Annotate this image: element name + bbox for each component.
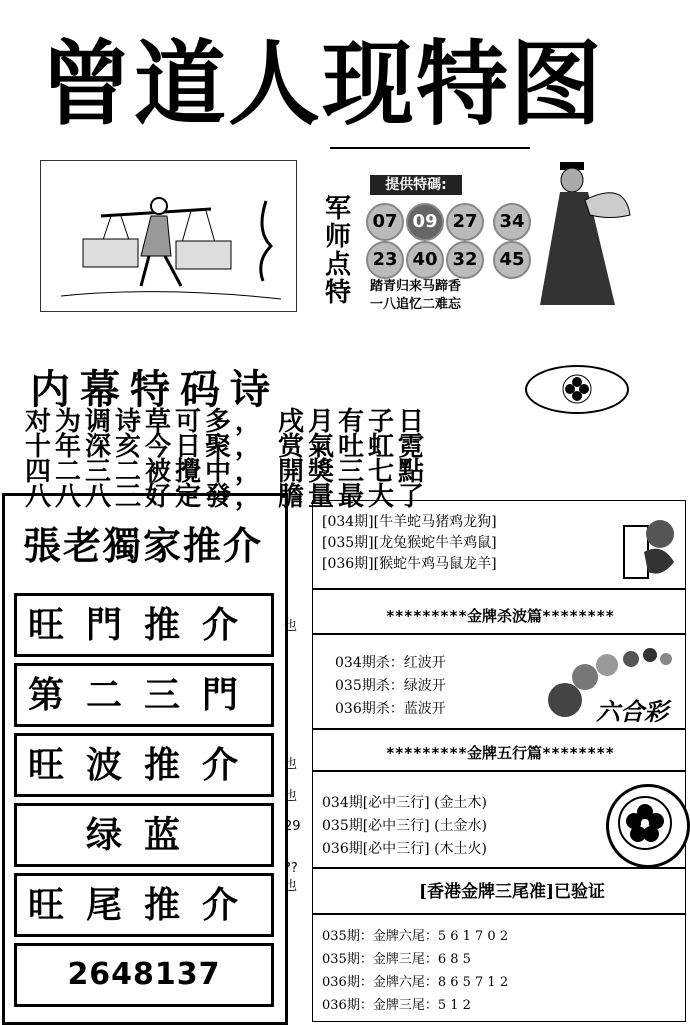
list-item: 034期[必中三行] (金土木) bbox=[322, 795, 488, 811]
list-item: 036期：金牌三尾：5 1 2 bbox=[322, 998, 471, 1013]
zodiac-picks bbox=[322, 512, 622, 575]
five-elements-list bbox=[322, 792, 487, 861]
carrier-illustration bbox=[40, 160, 297, 312]
number-ball: 07 bbox=[366, 203, 404, 241]
tail-number-list bbox=[322, 925, 508, 1017]
number-ball: 23 bbox=[366, 241, 404, 279]
mark-six-logo: 六合彩 bbox=[596, 697, 668, 726]
list-item: 035期杀：绿波开 bbox=[335, 678, 446, 694]
recommend-box: 绿蓝 bbox=[14, 803, 274, 867]
pick-row: [034期][牛羊蛇马猪鸡龙狗] bbox=[322, 514, 497, 530]
list-item: 036期[必中三行] (木土火) bbox=[322, 841, 488, 857]
pick-row: [035期][龙兔猴蛇牛羊鸡鼠] bbox=[322, 535, 497, 551]
strategist-figure-icon bbox=[530, 160, 640, 310]
number-ball: 09 bbox=[406, 203, 444, 241]
couplet: 踏青归来马蹄香 一八追忆二难忘 bbox=[370, 279, 462, 312]
list-item: 035期：金牌六尾：5 6 1 7 0 2 bbox=[322, 929, 509, 944]
number-ball: 34 bbox=[493, 203, 531, 241]
verified-banner: [香港金牌三尾准]已验证 bbox=[418, 882, 606, 902]
number-ball: 32 bbox=[446, 241, 484, 279]
divider bbox=[312, 728, 686, 730]
code-box: 2648137 bbox=[14, 943, 274, 1007]
kill-wave-list bbox=[335, 652, 446, 721]
recommend-box: 旺波推介 bbox=[14, 733, 274, 797]
section-title: 内幕特码诗 bbox=[30, 367, 280, 413]
divider bbox=[312, 588, 686, 590]
title-underline bbox=[330, 147, 530, 149]
side-marks: 也 也 也 29 ?? 也 bbox=[284, 619, 301, 894]
bauhinia-emblem-icon bbox=[525, 365, 629, 414]
five-elements-header: *********金牌五行篇******** bbox=[385, 744, 615, 762]
page-title: 曾道人现特图 bbox=[40, 31, 605, 138]
character-icon bbox=[622, 512, 678, 580]
kill-wave-header: *********金牌杀波篇******** bbox=[385, 607, 615, 625]
list-item: 036期杀：蓝波开 bbox=[335, 701, 446, 717]
poem-line: 十年深亥今日聚， 赏氣吐虹霓 bbox=[25, 432, 429, 462]
provide-label: 提供特碼: bbox=[370, 175, 462, 195]
recommend-box: 旺尾推介 bbox=[14, 873, 274, 937]
list-item: 036期：金牌六尾：8 6 5 7 1 2 bbox=[322, 975, 509, 990]
divider bbox=[312, 913, 686, 915]
divider bbox=[312, 867, 686, 869]
list-item: 035期[必中三行] (土金水) bbox=[322, 818, 488, 834]
number-ball: 45 bbox=[493, 241, 531, 279]
number-ball: 40 bbox=[406, 241, 444, 279]
panel-title: 張老獨家推介 bbox=[22, 524, 263, 568]
list-item: 035期：金牌三尾：6 8 5 bbox=[322, 952, 471, 967]
poem-line: 四二三二被攪中， 開獎三七點 bbox=[25, 457, 429, 487]
hk-emblem-icon bbox=[606, 784, 690, 868]
list-item: 034期杀：红波开 bbox=[335, 655, 446, 671]
poem-line: 八八八三好定發， 膽量最大了 bbox=[25, 482, 429, 512]
divider bbox=[312, 770, 686, 772]
army-label: 军 师 点 特 bbox=[324, 194, 351, 308]
recommend-box: 旺門推介 bbox=[14, 593, 274, 657]
divider bbox=[312, 633, 686, 635]
poem-line: 对为调诗草可多， 戌月有子日 bbox=[25, 407, 429, 437]
number-ball: 27 bbox=[446, 203, 484, 241]
pick-row: [036期][猴蛇牛鸡马鼠龙羊] bbox=[322, 556, 497, 572]
recommend-box: 第二三門 bbox=[14, 663, 274, 727]
